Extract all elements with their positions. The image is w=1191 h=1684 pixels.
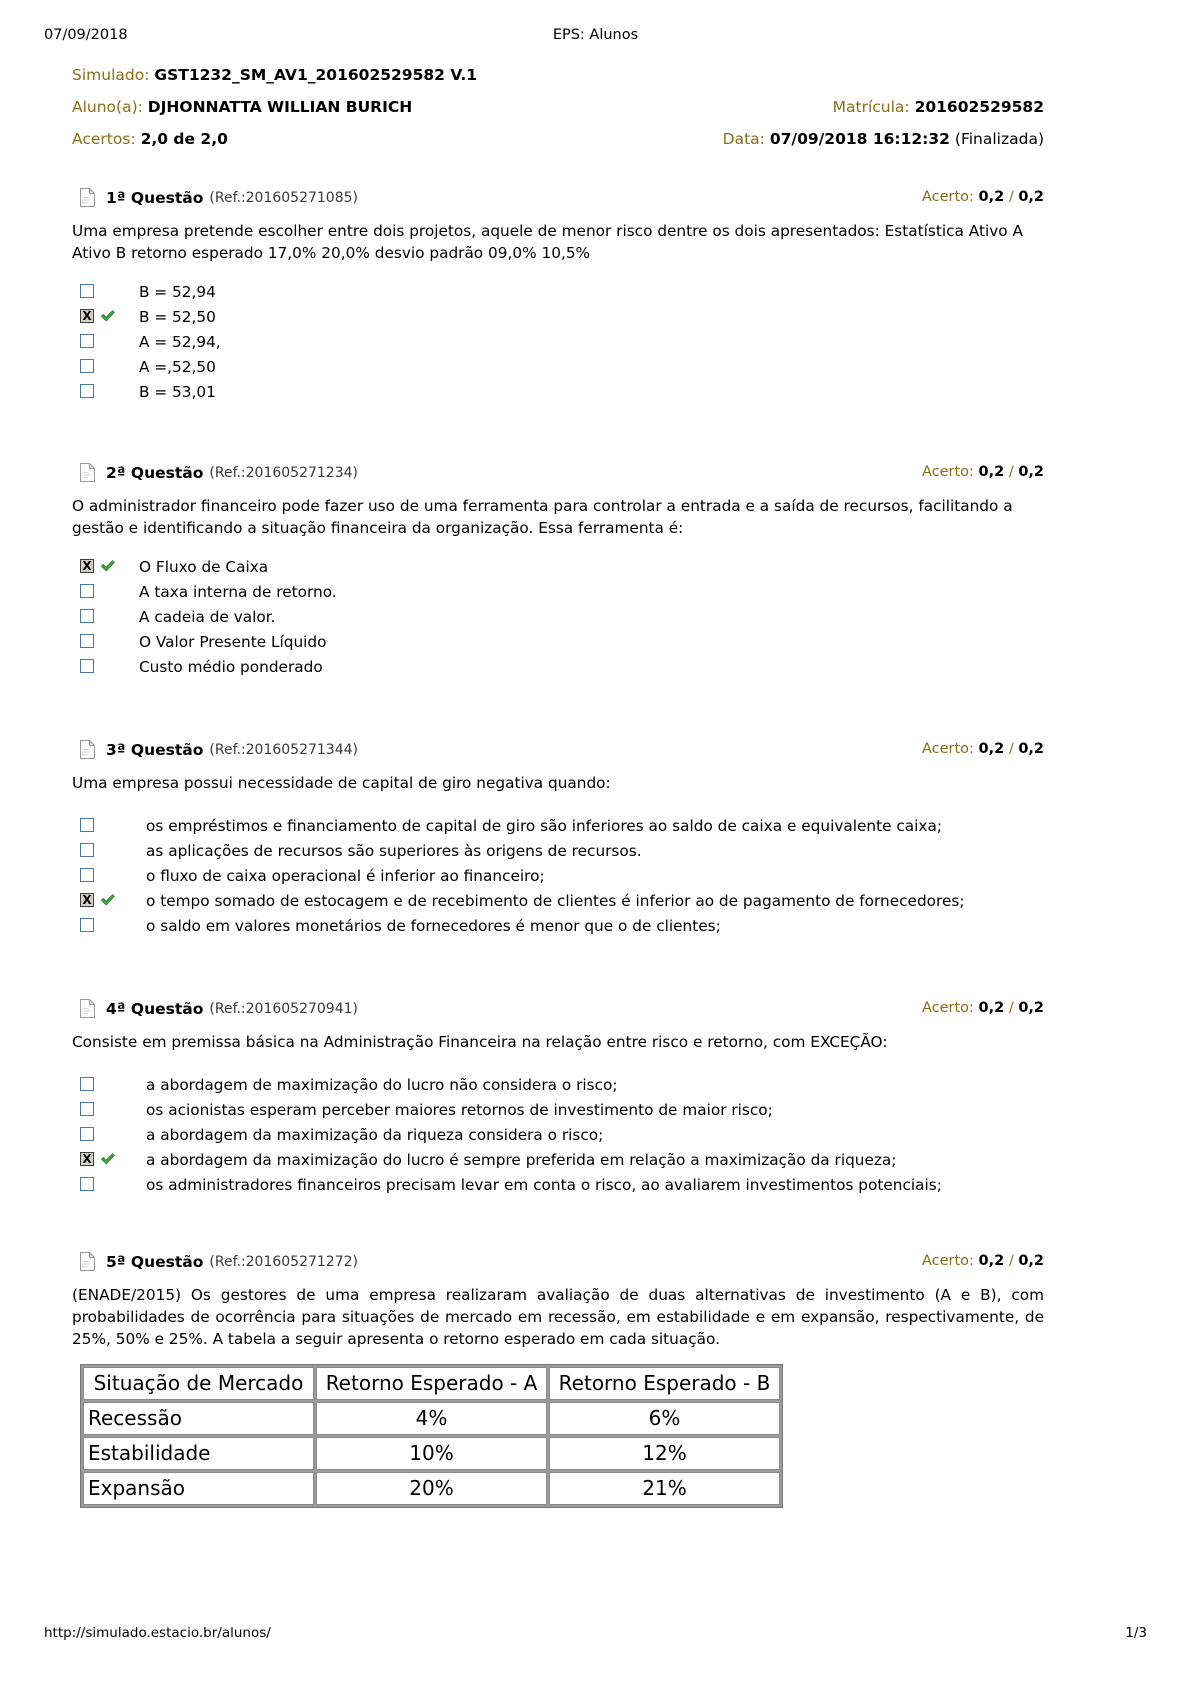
option-checkbox[interactable] xyxy=(80,334,94,348)
option-label: O Valor Presente Líquido xyxy=(139,633,327,651)
acertos-field xyxy=(72,128,228,150)
page-content xyxy=(72,64,1044,1508)
option-checkbox-wrap[interactable] xyxy=(80,307,96,327)
question-header xyxy=(72,999,1044,1023)
question-score xyxy=(922,741,1044,757)
aluno-label: Aluno(a): xyxy=(72,98,143,116)
simulado-label: Simulado: xyxy=(72,66,150,84)
option-label: A = 52,94, xyxy=(139,333,221,351)
question-number: 2ª Questão xyxy=(106,463,204,482)
score-earned: 0,2 xyxy=(978,464,1005,480)
score-prefix: Acerto: xyxy=(921,1000,974,1016)
page-footer xyxy=(0,1625,1191,1645)
option-checkbox-wrap[interactable] xyxy=(80,632,96,652)
question-header xyxy=(72,740,1044,764)
option-row[interactable] xyxy=(72,632,1044,657)
table-cell: 6% xyxy=(549,1402,780,1435)
option-checkbox-wrap[interactable] xyxy=(80,332,96,352)
option-row[interactable] xyxy=(72,1175,1044,1200)
meta-row-simulado xyxy=(72,64,1044,96)
option-label: o fluxo de caixa operacional é inferior ao financeiro; xyxy=(146,867,545,885)
document-icon xyxy=(80,999,95,1018)
option-row[interactable] xyxy=(72,916,1044,941)
option-row[interactable] xyxy=(72,891,1044,916)
option-row[interactable] xyxy=(72,282,1044,307)
score-separator: / xyxy=(1008,464,1014,480)
table-cell: 21% xyxy=(549,1472,780,1505)
option-row[interactable] xyxy=(72,557,1044,582)
green-check-icon xyxy=(100,892,116,908)
option-row[interactable] xyxy=(72,1150,1044,1175)
option-list xyxy=(72,816,1044,941)
option-label: as aplicações de recursos são superiores às origens de recursos. xyxy=(146,842,642,860)
option-checkbox[interactable]: X xyxy=(80,309,94,323)
option-checkbox[interactable] xyxy=(80,1102,94,1116)
retorno-esperado-table xyxy=(80,1364,783,1508)
matricula-label: Matrícula: xyxy=(832,98,910,116)
question-block xyxy=(72,1252,1044,1350)
score-total: 0,2 xyxy=(1018,464,1044,480)
question-text: (ENADE/2015) Os gestores de uma empresa realizaram avaliação de duas alternativas de investimento (A e B), com probabilidades de ocorrência para situações de mercado em recessão, em estabilidade e em expansão, respectivamente, de 25%, 50% e 25%. A tabela a seguir apresenta o retorno esperado em cada situação. xyxy=(72,1286,1044,1348)
score-prefix: Acerto: xyxy=(921,741,974,757)
table-cell: Expansão xyxy=(83,1472,314,1505)
score-total: 0,2 xyxy=(1018,741,1044,757)
data-value: 07/09/2018 16:12:32 xyxy=(769,130,950,148)
question-score xyxy=(922,189,1044,205)
option-checkbox[interactable] xyxy=(80,1177,94,1191)
print-title: EPS: Alunos xyxy=(552,27,639,43)
option-checkbox-wrap[interactable] xyxy=(80,657,96,677)
option-row[interactable] xyxy=(72,382,1044,407)
question-title-group xyxy=(80,463,358,482)
option-label: A =,52,50 xyxy=(139,358,216,376)
option-row[interactable] xyxy=(72,607,1044,632)
option-checkbox[interactable] xyxy=(80,584,94,598)
option-label: a abordagem da maximização da riqueza considera o risco; xyxy=(146,1126,604,1144)
table-row xyxy=(83,1472,780,1505)
question-text: O administrador financeiro pode fazer uso de uma ferramenta para controlar a entrada e a saída de recursos, facilitando a gestão e identificando a situação financeira da organização. Essa ferramenta é: xyxy=(72,497,1013,537)
option-label: a abordagem da maximização do lucro é sempre preferida em relação a maximização da riqueza; xyxy=(146,1151,897,1169)
option-checkbox-wrap[interactable] xyxy=(80,282,96,302)
option-label: o saldo em valores monetários de fornecedores é menor que o de clientes; xyxy=(146,917,721,935)
footer-url[interactable]: http://simulado.estacio.br/alunos/ xyxy=(44,1625,271,1641)
question-header xyxy=(72,1252,1044,1276)
option-row[interactable] xyxy=(72,866,1044,891)
option-checkbox[interactable]: X xyxy=(80,893,94,907)
option-row[interactable] xyxy=(72,582,1044,607)
score-earned: 0,2 xyxy=(978,1253,1005,1269)
meta-row-aluno xyxy=(72,96,1044,128)
option-label: B = 52,50 xyxy=(139,308,216,326)
question-ref: (Ref.:201605271344) xyxy=(209,741,358,758)
option-checkbox-wrap[interactable] xyxy=(80,582,96,602)
score-separator: / xyxy=(1008,189,1014,205)
question-ref: (Ref.:201605271272) xyxy=(209,1253,358,1270)
option-list xyxy=(72,557,1044,682)
question-block xyxy=(72,463,1044,682)
question-block xyxy=(72,740,1044,941)
option-checkbox-wrap[interactable] xyxy=(80,557,96,577)
table-header-cell: Retorno Esperado - B xyxy=(549,1367,780,1400)
table-cell: 4% xyxy=(316,1402,547,1435)
option-checkbox[interactable] xyxy=(80,918,94,932)
option-label: A taxa interna de retorno. xyxy=(139,583,337,601)
option-label: a abordagem de maximização do lucro não considera o risco; xyxy=(146,1076,618,1094)
question-text: Uma empresa pretende escolher entre dois projetos, aquele de menor risco dentre os dois apresentados: Estatística Ativo A Ativo B retorno esperado 17,0% 20,0% desvio padrão 09,0% 10,5% xyxy=(72,222,1023,262)
question-ref: (Ref.:201605271085) xyxy=(209,189,358,206)
question-text: Uma empresa possui necessidade de capital de giro negativa quando: xyxy=(72,774,611,792)
question-number: 3ª Questão xyxy=(106,740,204,759)
option-label: A cadeia de valor. xyxy=(139,608,276,626)
option-label: B = 53,01 xyxy=(139,383,216,401)
score-separator: / xyxy=(1008,1253,1014,1269)
option-row[interactable] xyxy=(72,841,1044,866)
option-checkbox-wrap[interactable] xyxy=(80,816,96,836)
meta-row-acertos xyxy=(72,128,1044,160)
acertos-value: 2,0 de 2,0 xyxy=(140,130,228,148)
score-earned: 0,2 xyxy=(978,189,1005,205)
green-check-icon xyxy=(100,308,116,324)
option-row[interactable] xyxy=(72,816,1044,841)
option-checkbox[interactable]: X xyxy=(80,1152,94,1166)
data-status: (Finalizada) xyxy=(954,130,1044,148)
option-label: os empréstimos e financiamento de capital de giro são inferiores ao saldo de caixa e equivalente caixa; xyxy=(146,817,942,835)
option-checkbox[interactable] xyxy=(80,284,94,298)
question-title-group xyxy=(80,999,358,1018)
data-field xyxy=(723,128,1044,150)
option-label: os acionistas esperam perceber maiores retornos de investimento de maior risco; xyxy=(146,1101,773,1119)
document-icon xyxy=(80,463,95,482)
option-checkbox-wrap[interactable] xyxy=(80,916,96,936)
matricula-field xyxy=(833,96,1044,118)
print-date: 07/09/2018 xyxy=(44,27,128,43)
question-ref: (Ref.:201605271234) xyxy=(209,464,358,481)
question-title-group xyxy=(80,740,358,759)
question-score xyxy=(922,1000,1044,1016)
green-check-icon xyxy=(100,558,116,574)
option-row[interactable] xyxy=(72,1075,1044,1100)
matricula-value: 201602529582 xyxy=(914,98,1044,116)
option-row[interactable] xyxy=(72,1100,1044,1125)
option-label: Custo médio ponderado xyxy=(139,658,323,676)
table-row xyxy=(83,1437,780,1470)
question-text: Consiste em premissa básica na Administração Financeira na relação entre risco e retorno, com EXCEÇÃO: xyxy=(72,1033,888,1051)
green-check-icon xyxy=(100,1151,116,1167)
option-checkbox[interactable] xyxy=(80,609,94,623)
score-earned: 0,2 xyxy=(978,1000,1005,1016)
question-title-group xyxy=(80,1252,358,1271)
question-block xyxy=(72,999,1044,1200)
score-separator: / xyxy=(1008,741,1014,757)
question-header xyxy=(72,188,1044,212)
table-row xyxy=(83,1402,780,1435)
aluno-field xyxy=(72,96,412,118)
question-header xyxy=(72,463,1044,487)
table-cell: Recessão xyxy=(83,1402,314,1435)
option-checkbox[interactable] xyxy=(80,659,94,673)
option-row[interactable] xyxy=(72,307,1044,332)
option-checkbox-wrap[interactable] xyxy=(80,607,96,627)
option-checkbox[interactable] xyxy=(80,868,94,882)
table-cell: 12% xyxy=(549,1437,780,1470)
option-checkbox[interactable] xyxy=(80,818,94,832)
table-header-cell: Situação de Mercado xyxy=(83,1367,314,1400)
data-label: Data: xyxy=(722,130,765,148)
question-block xyxy=(72,188,1044,407)
option-row[interactable] xyxy=(72,657,1044,682)
option-checkbox[interactable] xyxy=(80,1077,94,1091)
table-cell: 10% xyxy=(316,1437,547,1470)
table-cell: 20% xyxy=(316,1472,547,1505)
score-total: 0,2 xyxy=(1018,1253,1044,1269)
document-icon xyxy=(80,740,95,759)
print-header xyxy=(0,27,1191,47)
question-score xyxy=(922,1253,1044,1269)
simulado-field xyxy=(72,64,477,86)
table-header-row xyxy=(83,1367,780,1400)
option-row[interactable] xyxy=(72,332,1044,357)
score-prefix: Acerto: xyxy=(921,189,974,205)
table-cell: Estabilidade xyxy=(83,1437,314,1470)
option-label: O Fluxo de Caixa xyxy=(139,558,269,576)
option-label: B = 52,94 xyxy=(139,283,216,301)
option-checkbox-wrap[interactable] xyxy=(80,1150,96,1170)
simulado-value: GST1232_SM_AV1_201602529582 V.1 xyxy=(154,66,478,84)
score-separator: / xyxy=(1008,1000,1014,1016)
document-icon xyxy=(80,1252,95,1271)
question-ref: (Ref.:201605270941) xyxy=(209,1000,358,1017)
question-number: 5ª Questão xyxy=(106,1252,204,1271)
score-total: 0,2 xyxy=(1018,189,1044,205)
option-row[interactable] xyxy=(72,357,1044,382)
option-checkbox-wrap[interactable] xyxy=(80,1100,96,1120)
option-checkbox[interactable] xyxy=(80,359,94,373)
option-list xyxy=(72,282,1044,407)
option-checkbox-wrap[interactable] xyxy=(80,382,96,402)
question-title-group xyxy=(80,188,358,207)
footer-page-number: 1/3 xyxy=(1125,1625,1147,1641)
score-prefix: Acerto: xyxy=(921,1253,974,1269)
option-row[interactable] xyxy=(72,1125,1044,1150)
option-checkbox-wrap[interactable] xyxy=(80,357,96,377)
question-score xyxy=(922,464,1044,480)
question-number: 1ª Questão xyxy=(106,188,204,207)
option-checkbox[interactable] xyxy=(80,1127,94,1141)
option-checkbox[interactable] xyxy=(80,384,94,398)
option-checkbox-wrap[interactable] xyxy=(80,1175,96,1195)
option-checkbox-wrap[interactable] xyxy=(80,866,96,886)
option-checkbox-wrap[interactable] xyxy=(80,1075,96,1095)
question-number: 4ª Questão xyxy=(106,999,204,1018)
option-checkbox-wrap[interactable] xyxy=(80,841,96,861)
questions-list xyxy=(72,188,1044,1350)
document-icon xyxy=(80,188,95,207)
retorno-esperado-table-wrap xyxy=(80,1364,1044,1508)
score-earned: 0,2 xyxy=(978,741,1005,757)
option-checkbox[interactable]: X xyxy=(80,559,94,573)
option-checkbox[interactable] xyxy=(80,634,94,648)
option-label: os administradores financeiros precisam levar em conta o risco, ao avaliarem investimentos potenciais; xyxy=(146,1176,942,1194)
score-total: 0,2 xyxy=(1018,1000,1044,1016)
option-checkbox-wrap[interactable] xyxy=(80,1125,96,1145)
acertos-label: Acertos: xyxy=(72,130,136,148)
option-list xyxy=(72,1075,1044,1200)
table-header-cell: Retorno Esperado - A xyxy=(316,1367,547,1400)
option-checkbox-wrap[interactable] xyxy=(80,891,96,911)
option-label: o tempo somado de estocagem e de recebimento de clientes é inferior ao de pagamento de fornecedores; xyxy=(146,892,965,910)
score-prefix: Acerto: xyxy=(921,464,974,480)
aluno-value: DJHONNATTA WILLIAN BURICH xyxy=(147,98,413,116)
option-checkbox[interactable] xyxy=(80,843,94,857)
